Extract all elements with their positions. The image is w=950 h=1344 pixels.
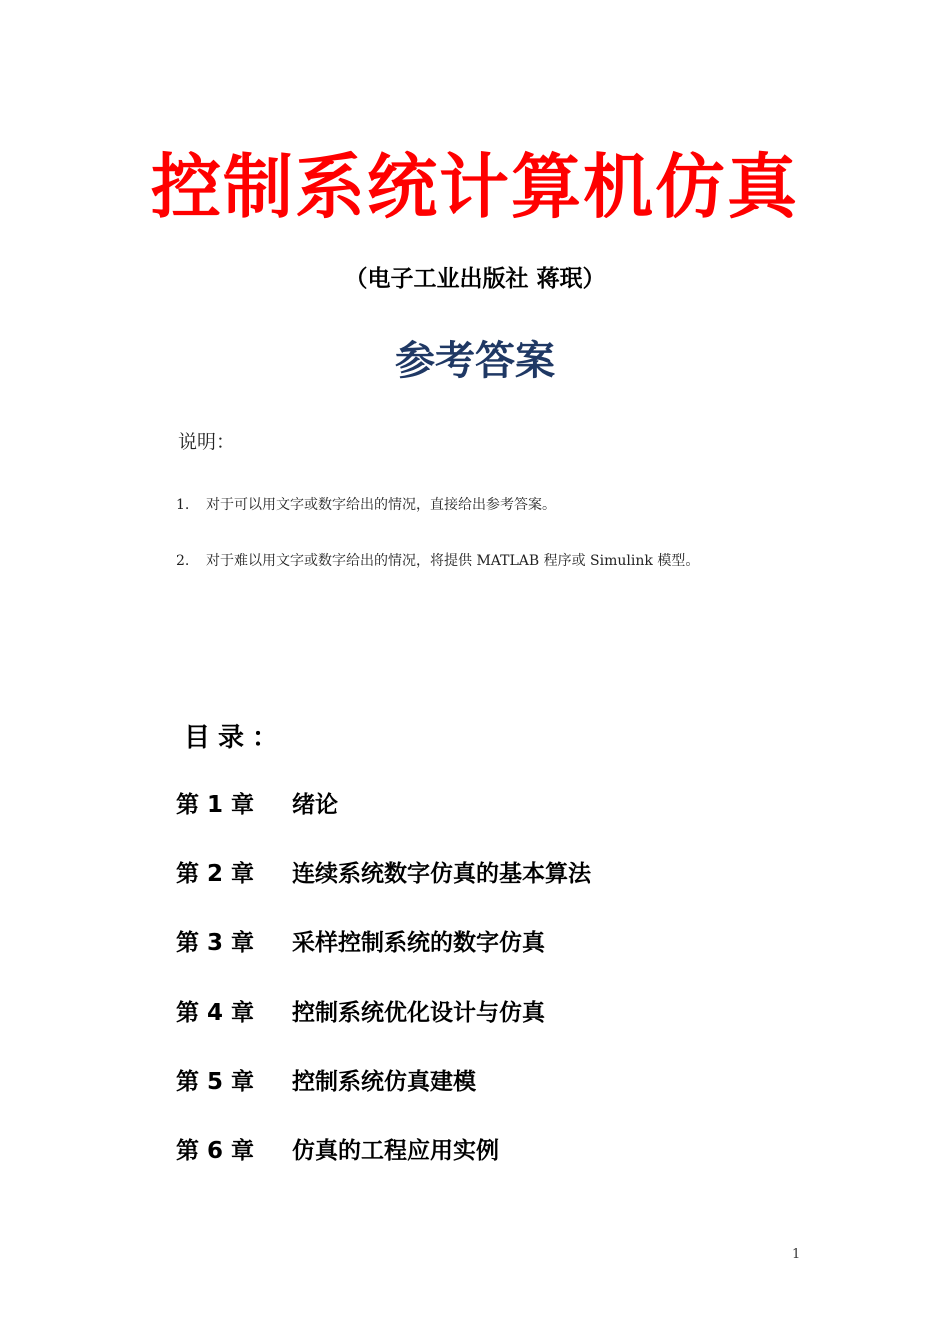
note-number: 1.	[176, 497, 190, 513]
chapter-title: 控制系统优化设计与仿真	[292, 999, 545, 1026]
note-text: 对于可以用文字或数字给出的情况，直接给出参考答案。	[206, 497, 556, 513]
toc-title: 目录：	[184, 723, 287, 753]
chapter-title: 连续系统数字仿真的基本算法	[292, 861, 591, 888]
notes-label: 说明：	[178, 431, 236, 453]
toc-chapter-2	[176, 854, 876, 923]
chapter-label: 第 5 章	[176, 1068, 255, 1095]
chapter-label: 第 3 章	[176, 930, 255, 957]
answer-heading: 参考答案	[395, 338, 555, 384]
chapter-label: 第 4 章	[176, 999, 255, 1026]
chapter-label: 第 6 章	[176, 1137, 255, 1164]
toc-list	[176, 785, 876, 1200]
note-text: 对于难以用文字或数字给出的情况，将提供 MATLAB 程序或 Simulink 模型。	[206, 553, 700, 569]
toc-chapter-5	[176, 1062, 876, 1131]
toc-chapter-4	[176, 993, 876, 1062]
chapter-label: 第 2 章	[176, 861, 255, 888]
chapter-title: 仿真的工程应用实例	[292, 1137, 499, 1164]
chapter-title: 采样控制系统的数字仿真	[292, 930, 545, 957]
toc-chapter-3	[176, 923, 876, 992]
chapter-label: 第 1 章	[176, 792, 255, 818]
note-item	[176, 494, 876, 516]
publisher-author: （电子工业出版社 蒋珉）	[344, 266, 606, 292]
document-title: 控制系统计算机仿真	[151, 145, 799, 228]
toc-chapter-6	[176, 1131, 876, 1200]
chapter-title: 绪论	[292, 792, 338, 818]
chapter-title: 控制系统仿真建模	[292, 1068, 476, 1095]
toc-chapter-1	[176, 785, 876, 854]
page-number: 1	[792, 1247, 801, 1262]
note-item	[176, 550, 876, 572]
note-number: 2.	[176, 553, 190, 569]
